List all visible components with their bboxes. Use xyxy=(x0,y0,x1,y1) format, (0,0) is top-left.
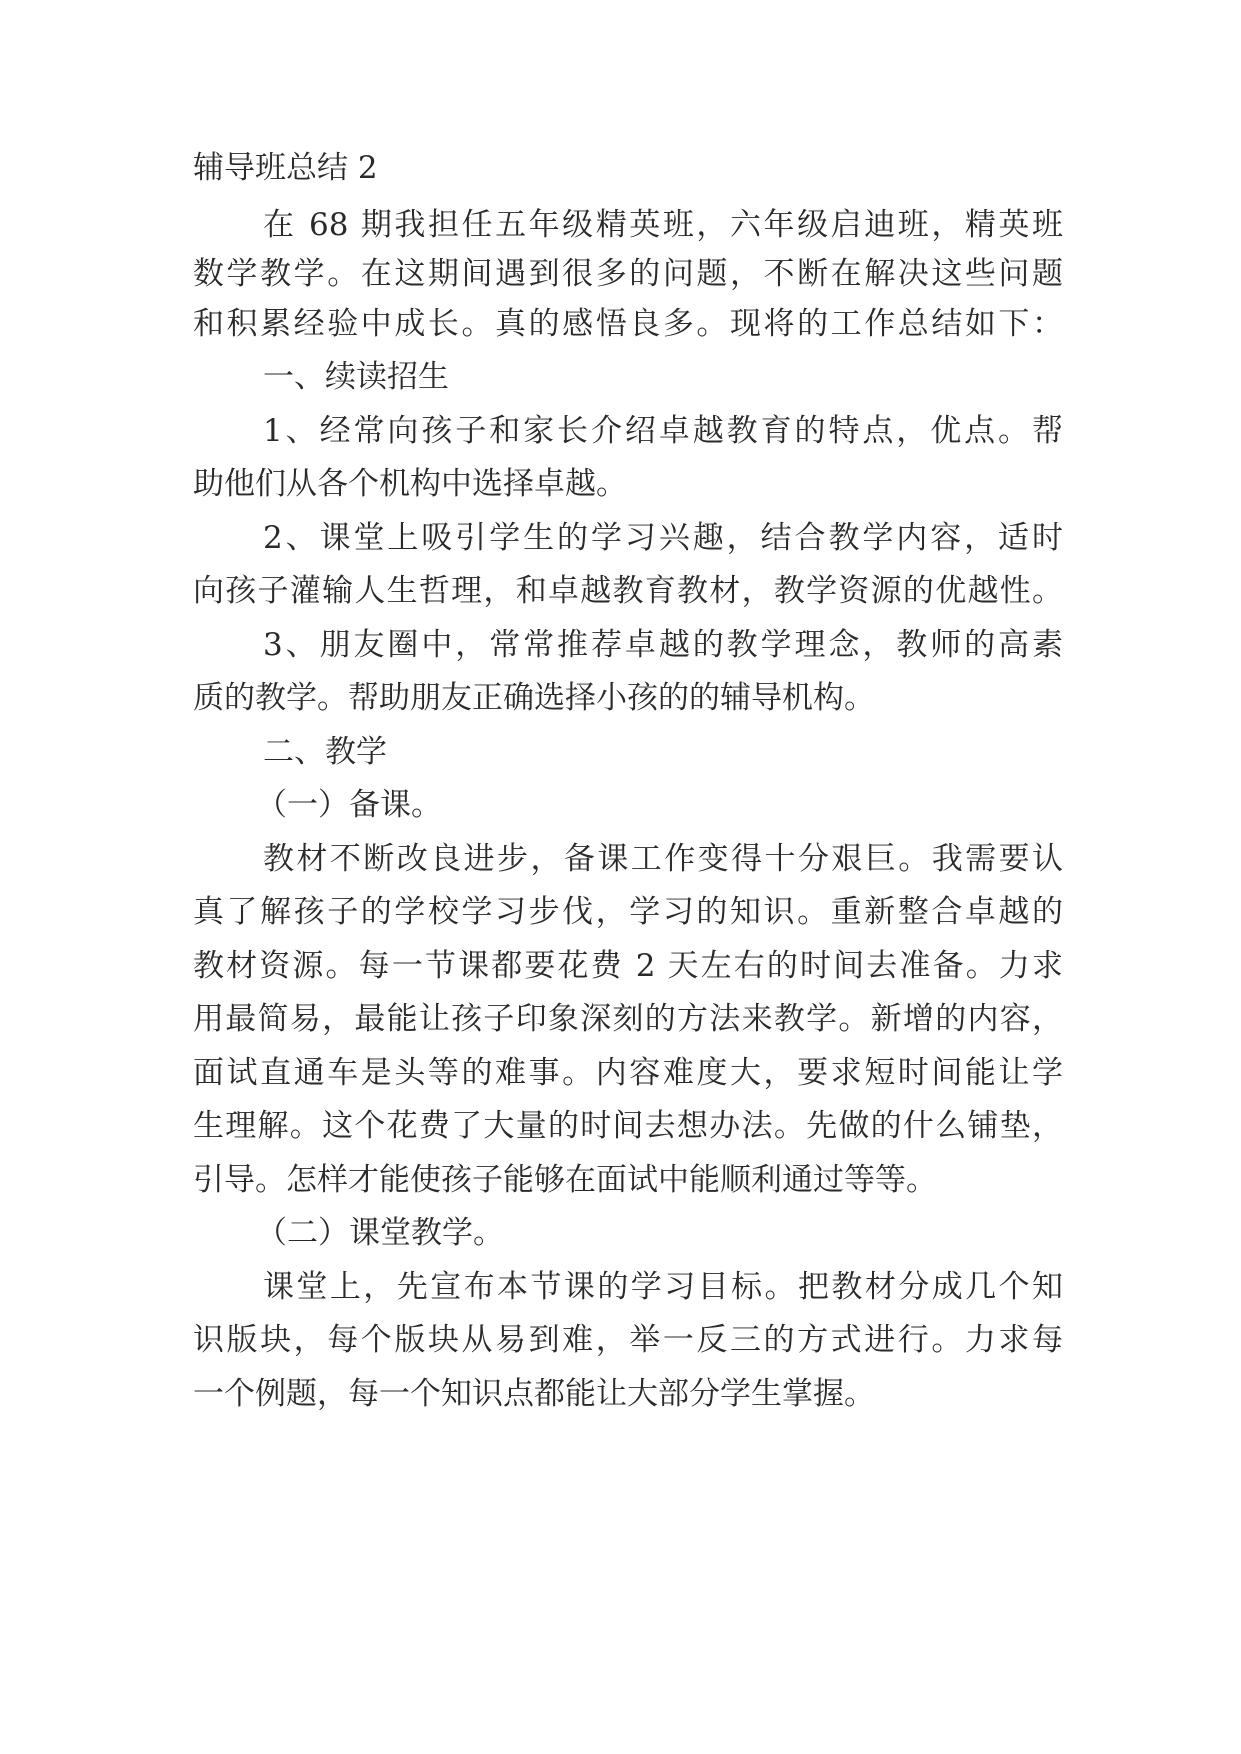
paragraph-line: 3、朋友圈中，常常推荐卓越的教学理念，教师的高素 xyxy=(263,627,1063,663)
paragraph-line: 一个例题，每一个知识点都能让大部分学生掌握。 xyxy=(193,1376,875,1412)
paragraph-line: 1、经常向孩子和家长介绍卓越教育的特点，优点。帮 xyxy=(263,413,1063,449)
paragraph-line: 2、课堂上吸引学生的学习兴趣，结合教学内容，适时 xyxy=(263,520,1063,556)
paragraph-line: 教材资源。每一节课都要花费 2 天左右的时间去准备。力求 xyxy=(193,948,1063,984)
paragraph-line: 引导。怎样才能使孩子能够在面试中能顺利通过等等。 xyxy=(193,1162,937,1198)
paragraph-line: 助他们从各个机构中选择卓越。 xyxy=(193,466,627,502)
paragraph-line: 生理解。这个花费了大量的时间去想办法。先做的什么铺垫， xyxy=(193,1108,1063,1144)
paragraph-line: 向孩子灌输人生哲理，和卓越教育教材，教学资源的优越性。 xyxy=(193,573,1063,609)
subsection-heading: （一）备课。 xyxy=(256,787,442,823)
paragraph-line: 质的教学。帮助朋友正确选择小孩的的辅导机构。 xyxy=(193,680,875,716)
paragraph-line: 和积累经验中成长。真的感悟良多。现将的工作总结如下： xyxy=(193,306,1063,342)
subsection-heading: （二）课堂教学。 xyxy=(256,1215,504,1251)
paragraph-line: 课堂上，先宣布本节课的学习目标。把教材分成几个知 xyxy=(263,1269,1063,1305)
paragraph-line: 用最简易，最能让孩子印象深刻的方法来教学。新增的内容， xyxy=(193,1001,1063,1037)
document-title: 辅导班总结 2 xyxy=(193,150,378,186)
paragraph-line: 面试直通车是头等的难事。内容难度大，要求短时间能让学 xyxy=(193,1055,1063,1091)
paragraph-line: 教材不断改良进步，备课工作变得十分艰巨。我需要认 xyxy=(263,841,1063,877)
paragraph-line: 识版块，每个版块从易到难，举一反三的方式进行。力求每 xyxy=(193,1322,1063,1358)
paragraph-line: 在 68 期我担任五年级精英班，六年级启迪班，精英班 xyxy=(263,207,1063,243)
document-page xyxy=(193,0,1063,1754)
section-heading: 二、教学 xyxy=(263,734,387,770)
paragraph-line: 数学教学。在这期间遇到很多的问题，不断在解决这些问题 xyxy=(193,256,1063,292)
section-heading: 一、续读招生 xyxy=(263,359,449,395)
paragraph-line: 真了解孩子的学校学习步伐，学习的知识。重新整合卓越的 xyxy=(193,894,1063,930)
